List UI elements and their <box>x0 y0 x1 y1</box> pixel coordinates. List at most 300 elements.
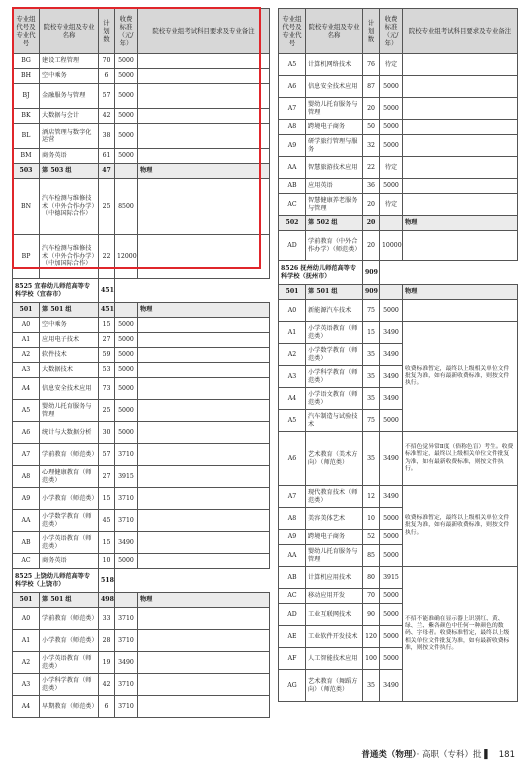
header-fee: 收费标准（元/年） <box>115 9 138 54</box>
row-plan: 6 <box>99 69 115 84</box>
row-code: A8 <box>279 508 306 530</box>
major-row <box>13 124 270 149</box>
row-code: A9 <box>279 530 306 545</box>
row-name: 心理健康教育（师范类） <box>40 466 99 488</box>
row-requirement <box>403 76 518 98</box>
major-row <box>279 567 518 589</box>
row-name: 移动应用开发 <box>306 589 363 604</box>
row-code: A4 <box>13 378 40 400</box>
row-fee: 3710 <box>115 696 138 718</box>
header-fee: 收费标准（元/年） <box>380 9 403 54</box>
row-plan: 20 <box>363 231 380 261</box>
row-plan: 15 <box>99 488 115 510</box>
row-fee: 5000 <box>115 109 138 124</box>
row-code: BN <box>13 179 40 235</box>
row-plan: 36 <box>363 179 380 194</box>
row-name: 汽车检测与维修技术（中外合作办学）（中加国际合作） <box>40 235 99 279</box>
row-name: 婴幼儿托育服务与管理 <box>306 98 363 120</box>
row-plan: 35 <box>363 670 380 702</box>
row-fee: 5000 <box>115 333 138 348</box>
row-plan: 75 <box>363 410 380 432</box>
major-row <box>279 300 518 322</box>
row-requirement <box>138 54 270 69</box>
row-code: 501 <box>13 303 40 318</box>
row-fee: 3490 <box>380 486 403 508</box>
row-fee: 待定 <box>380 54 403 76</box>
row-fee: 5000 <box>380 589 403 604</box>
row-requirement <box>403 194 518 216</box>
row-fee: 5000 <box>380 410 403 432</box>
row-plan: 100 <box>363 648 380 670</box>
row-plan: 15 <box>99 318 115 333</box>
row-plan: 498 <box>99 593 115 608</box>
row-code: AA <box>279 157 306 179</box>
row-fee: 5000 <box>115 318 138 333</box>
row-fee: 3490 <box>380 670 403 702</box>
row-plan: 20 <box>363 98 380 120</box>
header-code: 专业组代号及专业代号 <box>13 9 40 54</box>
major-row <box>13 422 270 444</box>
row-code: AG <box>279 670 306 702</box>
group-row <box>279 216 518 231</box>
row-code: A2 <box>13 652 40 674</box>
row-requirement <box>138 510 270 532</box>
row-code: AF <box>279 648 306 670</box>
major-row <box>279 135 518 157</box>
row-code: AA <box>13 510 40 532</box>
major-row <box>13 235 270 279</box>
row-name: 汽车检测与维修技术（中外合作办学）（中德国际合作） <box>40 179 99 235</box>
row-fee: 3710 <box>115 510 138 532</box>
row-fee: 5000 <box>380 508 403 530</box>
row-fee: 5000 <box>380 545 403 567</box>
row-plan: 19 <box>99 652 115 674</box>
row-plan: 90 <box>363 604 380 626</box>
row-plan: 85 <box>363 545 380 567</box>
row-name: 智慧旅游技术应用 <box>306 157 363 179</box>
row-name: 大数据技术 <box>40 363 99 378</box>
row-code: AE <box>279 626 306 648</box>
row-requirement <box>138 554 270 569</box>
row-fee: 5000 <box>380 120 403 135</box>
row-plan: 75 <box>363 300 380 322</box>
header-name: 院校专业组及专业名称 <box>306 9 363 54</box>
row-plan: 80 <box>363 567 380 589</box>
row-fee: 8500 <box>115 179 138 235</box>
fee-note: 收费标准暂定，最终以上级相关单位文件批复为准，如有最新收费标准，则按文件执行。 <box>403 486 518 567</box>
row-requirement <box>138 333 270 348</box>
row-code: AC <box>13 554 40 569</box>
row-requirement <box>138 608 270 630</box>
row-name: 小学科学教育（师范类） <box>40 674 99 696</box>
row-plan: 53 <box>99 363 115 378</box>
institution-row <box>279 261 518 285</box>
row-requirement <box>403 231 518 261</box>
row-name: 研学旅行管理与服务 <box>306 135 363 157</box>
row-fee: 3710 <box>115 488 138 510</box>
major-row <box>279 76 518 98</box>
row-plan: 27 <box>99 466 115 488</box>
row-code: A7 <box>13 444 40 466</box>
row-name: 人工智能技术应用 <box>306 648 363 670</box>
row-name: 小学英语教育（师范类） <box>40 532 99 554</box>
major-row <box>13 696 270 718</box>
row-code: A1 <box>13 630 40 652</box>
row-plan: 30 <box>99 422 115 444</box>
row-fee: 3490 <box>380 344 403 366</box>
row-requirement <box>403 98 518 120</box>
row-name: 信息安全技术应用 <box>306 76 363 98</box>
row-name: 现代教育技术（师范类） <box>306 486 363 508</box>
row-name: 艺术教育（美术方向）（师范类） <box>306 432 363 486</box>
row-code: A0 <box>279 300 306 322</box>
row-requirement <box>138 124 270 149</box>
major-row <box>13 554 270 569</box>
row-fee: 3915 <box>115 466 138 488</box>
row-requirement: 物理 <box>138 164 270 179</box>
row-requirement <box>403 54 518 76</box>
row-name: 汽车制造与试验技术 <box>306 410 363 432</box>
right-table-body <box>279 54 518 702</box>
header-requirements: 院校专业组考试科目要求及专业备注 <box>138 9 270 54</box>
row-plan: 32 <box>363 135 380 157</box>
row-name: 应用电子技术 <box>40 333 99 348</box>
row-fee: 待定 <box>380 157 403 179</box>
major-row <box>13 348 270 363</box>
row-plan: 35 <box>363 366 380 388</box>
row-requirement <box>138 179 270 235</box>
row-code: A1 <box>13 333 40 348</box>
row-requirement <box>138 69 270 84</box>
row-name: 小学教育（师范类） <box>40 630 99 652</box>
institution-row <box>13 279 270 303</box>
row-requirement <box>138 630 270 652</box>
major-row <box>13 608 270 630</box>
major-row <box>279 54 518 76</box>
row-name: 学前教育（师范类） <box>40 444 99 466</box>
institution-plan: 451 <box>99 279 115 303</box>
row-plan: 22 <box>99 235 115 279</box>
row-requirement <box>403 179 518 194</box>
row-name: 软件技术 <box>40 348 99 363</box>
row-requirement <box>138 363 270 378</box>
major-row <box>13 674 270 696</box>
major-row <box>279 98 518 120</box>
row-code: BH <box>13 69 40 84</box>
row-fee: 3490 <box>380 366 403 388</box>
row-code: A3 <box>279 366 306 388</box>
row-name: 空中乘务 <box>40 318 99 333</box>
row-code: BP <box>13 235 40 279</box>
row-code: A9 <box>279 135 306 157</box>
footer-category: 普通类（物理） <box>361 749 417 760</box>
row-plan: 27 <box>99 333 115 348</box>
row-name: 美容美体艺术 <box>306 508 363 530</box>
row-requirement <box>138 109 270 124</box>
row-code: A6 <box>279 76 306 98</box>
row-plan: 35 <box>363 432 380 486</box>
row-fee: 5000 <box>115 69 138 84</box>
table-header-row <box>279 9 518 54</box>
row-fee: 3710 <box>115 630 138 652</box>
row-name: 婴幼儿托育服务与管理 <box>306 545 363 567</box>
row-requirement <box>138 652 270 674</box>
row-fee: 待定 <box>380 194 403 216</box>
row-plan: 70 <box>363 589 380 604</box>
row-plan: 76 <box>363 54 380 76</box>
row-plan: 70 <box>99 54 115 69</box>
row-code: A5 <box>279 410 306 432</box>
major-row <box>13 444 270 466</box>
row-name: 第 501 组 <box>40 593 99 608</box>
row-name: 金融服务与管理 <box>40 84 99 109</box>
row-name: 应用英语 <box>306 179 363 194</box>
row-fee: 5000 <box>115 348 138 363</box>
major-row <box>13 109 270 124</box>
major-row <box>13 54 270 69</box>
row-requirement <box>138 400 270 422</box>
institution-name: 8525 上饶幼儿师范高等专科学校（上饶市） <box>13 569 99 593</box>
row-code: AA <box>279 545 306 567</box>
row-plan: 28 <box>99 630 115 652</box>
row-code: AB <box>279 179 306 194</box>
major-row <box>13 532 270 554</box>
row-fee: 5000 <box>115 363 138 378</box>
row-requirement: 物理 <box>403 216 518 231</box>
row-code: A9 <box>13 488 40 510</box>
row-plan: 47 <box>99 164 115 179</box>
row-fee: 3915 <box>380 567 403 589</box>
row-requirement <box>138 235 270 279</box>
row-code: BL <box>13 124 40 149</box>
row-requirement <box>138 84 270 109</box>
row-name: 学前教育（中外合作办学）（师范类） <box>306 231 363 261</box>
row-plan: 57 <box>99 84 115 109</box>
row-fee: 5000 <box>115 400 138 422</box>
row-plan: 57 <box>99 444 115 466</box>
row-requirement <box>403 157 518 179</box>
row-fee: 3490 <box>115 652 138 674</box>
row-code: A4 <box>279 388 306 410</box>
row-fee: 5000 <box>380 626 403 648</box>
row-requirement: 物理 <box>138 303 270 318</box>
row-code: BG <box>13 54 40 69</box>
major-row <box>13 179 270 235</box>
row-fee: 3710 <box>115 674 138 696</box>
row-plan: 73 <box>99 378 115 400</box>
row-name: 小学数学教育（师范类） <box>40 510 99 532</box>
row-code: AB <box>279 567 306 589</box>
row-plan: 38 <box>99 124 115 149</box>
institution-name: 8525 宜春幼儿师范高等专科学校（宜春市） <box>13 279 99 303</box>
row-requirement <box>403 300 518 322</box>
row-plan: 45 <box>99 510 115 532</box>
major-row <box>279 432 518 486</box>
row-code: AB <box>13 532 40 554</box>
row-name: 建设工程管理 <box>40 54 99 69</box>
row-name: 跨境电子商务 <box>306 530 363 545</box>
fee-note: 收费标准暂定，最终以上级相关单位文件批复为准，如有最新收费标准，则按文件执行。 <box>403 322 518 432</box>
row-name: 第 501 组 <box>40 303 99 318</box>
row-name: 商务英语 <box>40 149 99 164</box>
row-plan: 6 <box>99 696 115 718</box>
row-fee: 5000 <box>115 149 138 164</box>
fee-note: 不招不能准确在显示器上识别红、黄、绿、兰、紫各颜色中任何一种颜色的数码、字母者。收费标准暂定，最终以上级相关单位文件批复为准，如有最新收费标准，则按文件执行。 <box>403 567 518 702</box>
row-requirement <box>138 422 270 444</box>
row-name: 智慧健康养老服务与管理 <box>306 194 363 216</box>
row-fee: 5000 <box>115 554 138 569</box>
major-row <box>13 69 270 84</box>
row-code: A8 <box>13 466 40 488</box>
major-row <box>13 318 270 333</box>
row-plan: 25 <box>99 179 115 235</box>
row-plan: 20 <box>363 216 380 231</box>
group-row <box>13 164 270 179</box>
header-requirements: 院校专业组考试科目要求及专业备注 <box>403 9 518 54</box>
row-plan: 120 <box>363 626 380 648</box>
row-plan: 42 <box>99 674 115 696</box>
row-name: 小学英语教育（师范类） <box>306 322 363 344</box>
row-fee: 5000 <box>380 604 403 626</box>
row-requirement <box>138 348 270 363</box>
row-plan: 61 <box>99 149 115 164</box>
row-requirement <box>138 696 270 718</box>
row-fee: 3490 <box>115 532 138 554</box>
row-fee: 10000 <box>380 231 403 261</box>
row-plan: 33 <box>99 608 115 630</box>
institution-plan: 518 <box>99 569 115 593</box>
row-name: 计算机网络技术 <box>306 54 363 76</box>
row-requirement <box>138 378 270 400</box>
row-name: 学前教育（师范类） <box>40 608 99 630</box>
row-requirement <box>138 318 270 333</box>
row-requirement <box>138 149 270 164</box>
row-requirement <box>138 444 270 466</box>
row-code: BM <box>13 149 40 164</box>
major-row <box>13 84 270 109</box>
row-plan: 35 <box>363 344 380 366</box>
row-name: 跨境电子商务 <box>306 120 363 135</box>
row-fee: 5000 <box>380 530 403 545</box>
row-name: 信息安全技术应用 <box>40 378 99 400</box>
row-fee: 3490 <box>380 322 403 344</box>
row-fee <box>115 303 138 318</box>
right-admission-table <box>278 8 518 702</box>
row-code: BK <box>13 109 40 124</box>
row-plan: 20 <box>363 194 380 216</box>
major-row <box>279 231 518 261</box>
row-requirement <box>138 532 270 554</box>
row-plan: 25 <box>99 400 115 422</box>
row-code: A5 <box>13 400 40 422</box>
major-row <box>279 322 518 344</box>
left-table-body <box>13 54 270 718</box>
row-name: 婴幼儿托育服务与管理 <box>40 400 99 422</box>
empty-cell <box>380 261 518 285</box>
left-table-column <box>12 8 270 718</box>
row-plan: 15 <box>363 322 380 344</box>
row-code: A0 <box>13 608 40 630</box>
header-plan: 计划数 <box>363 9 380 54</box>
row-plan: 50 <box>363 120 380 135</box>
row-fee: 3710 <box>115 444 138 466</box>
row-name: 大数据与会计 <box>40 109 99 124</box>
row-plan: 42 <box>99 109 115 124</box>
row-code: A4 <box>13 696 40 718</box>
major-row <box>13 363 270 378</box>
major-row <box>279 194 518 216</box>
major-row <box>13 149 270 164</box>
row-name: 小学数学教育（师范类） <box>306 344 363 366</box>
major-row <box>279 120 518 135</box>
row-fee <box>115 164 138 179</box>
row-code: A2 <box>13 348 40 363</box>
row-name: 酒店管理与数字化运营 <box>40 124 99 149</box>
row-code: AC <box>279 194 306 216</box>
row-fee: 3490 <box>380 432 403 486</box>
row-code: AD <box>279 231 306 261</box>
row-code: 501 <box>279 285 306 300</box>
row-code: A8 <box>279 120 306 135</box>
row-requirement <box>138 488 270 510</box>
row-code: A0 <box>13 318 40 333</box>
row-name: 空中乘务 <box>40 69 99 84</box>
row-code: BJ <box>13 84 40 109</box>
row-code: AD <box>279 604 306 626</box>
row-fee: 5000 <box>380 76 403 98</box>
row-fee: 5000 <box>380 179 403 194</box>
row-requirement: 物理 <box>403 285 518 300</box>
row-code: A7 <box>279 486 306 508</box>
row-code: 502 <box>279 216 306 231</box>
row-plan: 10 <box>363 508 380 530</box>
row-plan: 22 <box>363 157 380 179</box>
major-row <box>13 466 270 488</box>
group-row <box>279 285 518 300</box>
institution-row <box>13 569 270 593</box>
institution-name: 8526 抚州幼儿师范高等专科学校（抚州市） <box>279 261 363 285</box>
empty-cell <box>115 279 270 303</box>
row-fee: 5000 <box>115 124 138 149</box>
row-code: A1 <box>279 322 306 344</box>
row-name: 第 503 组 <box>40 164 99 179</box>
row-code: A6 <box>13 422 40 444</box>
row-code: AC <box>279 589 306 604</box>
row-fee: 5000 <box>115 54 138 69</box>
row-plan: 87 <box>363 76 380 98</box>
row-requirement <box>138 466 270 488</box>
row-name: 工业互联网技术 <box>306 604 363 626</box>
row-fee: 3710 <box>115 608 138 630</box>
major-row <box>13 510 270 532</box>
row-plan: 59 <box>99 348 115 363</box>
group-row <box>13 303 270 318</box>
page-number: 181 <box>498 749 515 760</box>
row-fee: 5000 <box>115 422 138 444</box>
group-row <box>13 593 270 608</box>
row-plan: 12 <box>363 486 380 508</box>
row-fee <box>115 593 138 608</box>
row-code: A5 <box>279 54 306 76</box>
major-row <box>13 378 270 400</box>
row-name: 第 502 组 <box>306 216 363 231</box>
row-name: 小学科学教育（师范类） <box>306 366 363 388</box>
header-plan: 计划数 <box>99 9 115 54</box>
row-name: 统计与大数据分析 <box>40 422 99 444</box>
row-fee: 5000 <box>380 135 403 157</box>
major-row <box>279 179 518 194</box>
row-plan: 35 <box>363 388 380 410</box>
